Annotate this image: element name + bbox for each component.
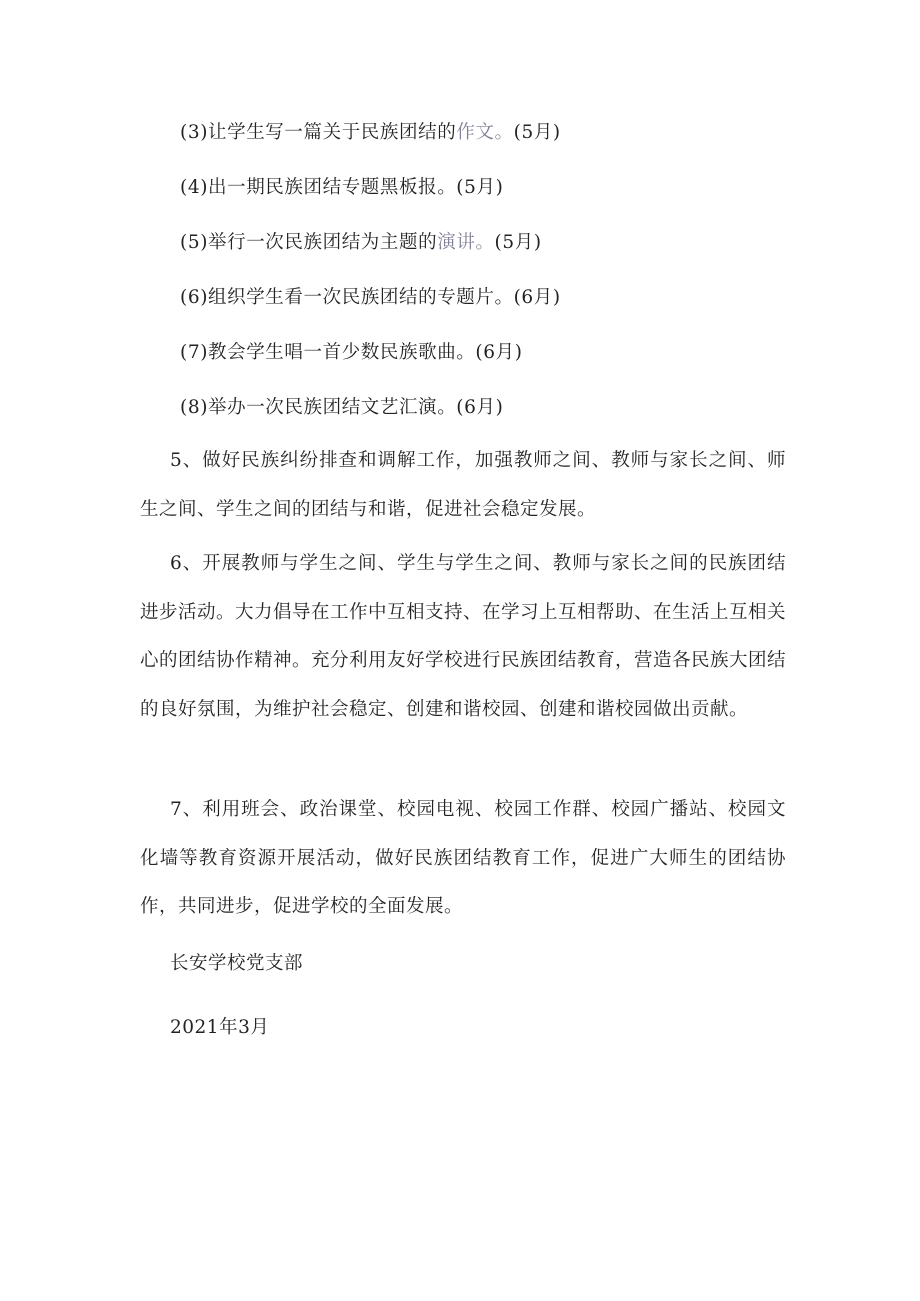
item-text: (6)组织学生看一次民族团结的专题片。(6月) <box>180 287 561 308</box>
list-item <box>180 176 503 200</box>
item-text: (4)出一期民族团结专题黑板报。(5月) <box>180 177 504 198</box>
item-text: (8)举办一次民族团结文艺汇演。(6月) <box>180 397 504 418</box>
paragraph-5: 5、做好民族纠纷排查和调解工作，加强教师之间、教师与家长之间、师生之间、学生之间的团结与和谐，促进社会稳定发展。 <box>140 450 786 520</box>
item-text: (5)举行一次民族团结为主题的 <box>180 232 438 253</box>
list-item <box>180 341 523 365</box>
item-month: (5月) <box>494 232 542 253</box>
signature-date: 2021年3月 <box>170 1017 270 1038</box>
signature-organization: 长安学校党支部 <box>170 953 304 974</box>
paragraph-6: 6、开展教师与学生之间、学生与学生之间、教师与家长之间的民族团结进步活动。大力倡导在工作中互相支持、在学习上互相帮助、在生活上互相关心的团结协作精神。充分利用友好学校进行民族团结教育，营造各民族大团结的良好氛围，为维护社会稳定、创建和谐校园、创建和谐校园做出贡献。 <box>140 553 787 720</box>
list-item <box>180 286 561 310</box>
link-zuowen[interactable]: 作文。 <box>456 122 514 143</box>
list-item <box>180 396 503 420</box>
item-text: (7)教会学生唱一首少数民族歌曲。(6月) <box>180 342 523 363</box>
item-text: (3)让学生写一篇关于民族团结的 <box>180 122 457 143</box>
item-month: (5月) <box>513 122 561 143</box>
list-item <box>180 121 561 145</box>
list-item <box>180 231 542 255</box>
link-yanjiang[interactable]: 演讲。 <box>437 232 495 253</box>
paragraph-7: 7、利用班会、政治课堂、校园电视、校园工作群、校园广播站、校园文化墙等教育资源开展活动，做好民族团结教育工作，促进广大师生的团结协作，共同进步，促进学校的全面发展。 <box>140 799 786 918</box>
